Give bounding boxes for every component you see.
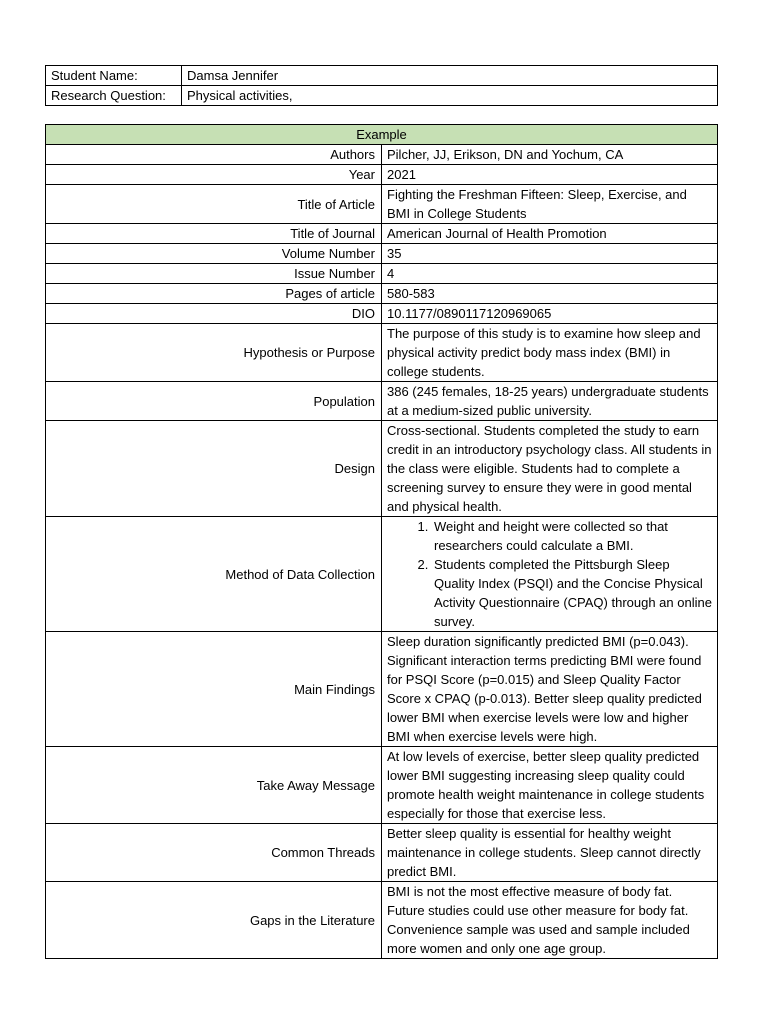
findings-value: Sleep duration significantly predicted BMI (p=0.043). Significant interaction terms predicting BMI were found for PSQI Score (p=0.015) and Sleep Quality Factor Score x CPAQ (p-0.013). Better sleep quality predicted lower BMI when exercise levels were low and higher BMI when exercise levels were high. — [382, 632, 718, 747]
hypothesis-label: Hypothesis or Purpose — [46, 324, 382, 382]
issue-label: Issue Number — [46, 264, 382, 284]
student-info-table — [45, 65, 718, 106]
design-value: Cross-sectional. Students completed the study to earn credit in an introductory psychology class. All students in the class were eligible. Students had to complete a screening survey to ensure they were in good mental and physical health. — [382, 421, 718, 517]
dio-value: 10.1177/0890117120969065 — [382, 304, 718, 324]
example-header: Example — [46, 125, 718, 145]
method-label: Method of Data Collection — [46, 517, 382, 632]
pages-row — [46, 284, 718, 304]
title-journal-row — [46, 224, 718, 244]
findings-row — [46, 632, 718, 747]
volume-row — [46, 244, 718, 264]
example-table — [45, 124, 718, 959]
example-header-row — [46, 125, 718, 145]
volume-value: 35 — [382, 244, 718, 264]
authors-value: Pilcher, JJ, Erikson, DN and Yochum, CA — [382, 145, 718, 165]
gaps-label: Gaps in the Literature — [46, 882, 382, 959]
title-journal-label: Title of Journal — [46, 224, 382, 244]
method-item-1: 1. Weight and height were collected so that researchers could calculate a BMI. — [432, 517, 713, 555]
method-value — [382, 517, 718, 632]
authors-label: Authors — [46, 145, 382, 165]
pages-label: Pages of article — [46, 284, 382, 304]
student-name-row — [46, 66, 718, 86]
research-question-value: Physical activities, — [182, 86, 718, 106]
method-list — [387, 517, 713, 631]
design-row — [46, 421, 718, 517]
student-name-value: Damsa Jennifer — [182, 66, 718, 86]
dio-row — [46, 304, 718, 324]
issue-value: 4 — [382, 264, 718, 284]
gaps-row — [46, 882, 718, 959]
research-question-label: Research Question: — [46, 86, 182, 106]
year-value: 2021 — [382, 165, 718, 185]
method-row — [46, 517, 718, 632]
year-row — [46, 165, 718, 185]
student-name-label: Student Name: — [46, 66, 182, 86]
research-question-row — [46, 86, 718, 106]
takeaway-value: At low levels of exercise, better sleep quality predicted lower BMI suggesting increasing sleep quality could promote health weight maintenance in college students especially for those that exercise less. — [382, 747, 718, 824]
population-label: Population — [46, 382, 382, 421]
threads-row — [46, 824, 718, 882]
year-label: Year — [46, 165, 382, 185]
findings-label: Main Findings — [46, 632, 382, 747]
population-value: 386 (245 females, 18-25 years) undergraduate students at a medium-sized public university. — [382, 382, 718, 421]
issue-row — [46, 264, 718, 284]
authors-row — [46, 145, 718, 165]
hypothesis-row — [46, 324, 718, 382]
pages-value: 580-583 — [382, 284, 718, 304]
takeaway-row — [46, 747, 718, 824]
volume-label: Volume Number — [46, 244, 382, 264]
title-article-row — [46, 185, 718, 224]
threads-label: Common Threads — [46, 824, 382, 882]
title-article-label: Title of Article — [46, 185, 382, 224]
takeaway-label: Take Away Message — [46, 747, 382, 824]
population-row — [46, 382, 718, 421]
method-item-2: 2. Students completed the Pittsburgh Sleep Quality Index (PSQI) and the Concise Physical Activity Questionnaire (CPAQ) through an online survey. — [432, 555, 713, 631]
title-article-value: Fighting the Freshman Fifteen: Sleep, Exercise, and BMI in College Students — [382, 185, 718, 224]
hypothesis-value: The purpose of this study is to examine how sleep and physical activity predict body mass index (BMI) in college students. — [382, 324, 718, 382]
gaps-value: BMI is not the most effective measure of body fat. Future studies could use other measure for body fat. Convenience sample was used and sample included more women and only one age group. — [382, 882, 718, 959]
title-journal-value: American Journal of Health Promotion — [382, 224, 718, 244]
dio-label: DIO — [46, 304, 382, 324]
design-label: Design — [46, 421, 382, 517]
threads-value: Better sleep quality is essential for healthy weight maintenance in college students. Sleep cannot directly predict BMI. — [382, 824, 718, 882]
